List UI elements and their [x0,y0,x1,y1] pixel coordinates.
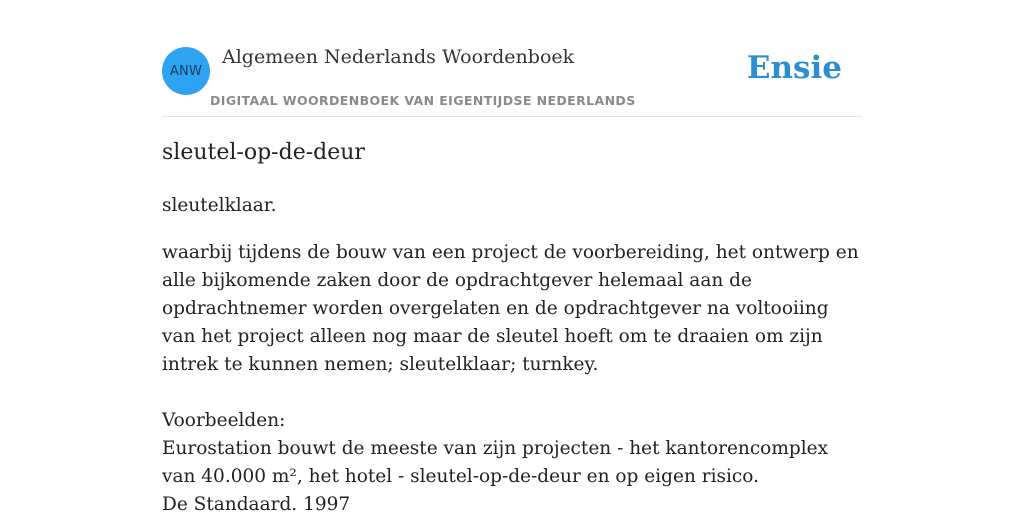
anw-logo[interactable] [162,47,210,95]
examples-label: Voorbeelden: [162,410,286,431]
site-header [162,0,862,117]
example-source: De Standaard. 1997 [162,494,351,512]
site-title[interactable]: Algemeen Nederlands Woordenboek [222,46,575,68]
ensie-logo[interactable]: Ensie [746,50,842,86]
example-text: Eurostation bouwt de meeste van zijn projecten - het kantorencomplex van 40.000 m², het hotel - sleutel-op-de-deur en op eigen risico. [162,438,828,487]
entry-title: sleutel-op-de-deur [162,140,365,165]
entry-synonym: sleutelklaar. [162,195,277,216]
entry-definition: waarbij tijdens de bouw van een project de voorbereiding, het ontwerp en alle bijkomende zaken door de opdrachtgever helemaal aan de opdrachtnemer worden overgelaten en de opdrachtgever na voltooiing van het project alleen nog maar de sleutel hoeft om te draaien om zijn intrek te kunnen nemen; sleutelklaar; turnkey. [162,242,859,375]
entry-content [162,192,862,512]
site-tagline: DIGITAAL WOORDENBOEK VAN EIGENTIJDSE NEDERLANDS [210,93,636,108]
logo-text: ANW [169,63,203,79]
